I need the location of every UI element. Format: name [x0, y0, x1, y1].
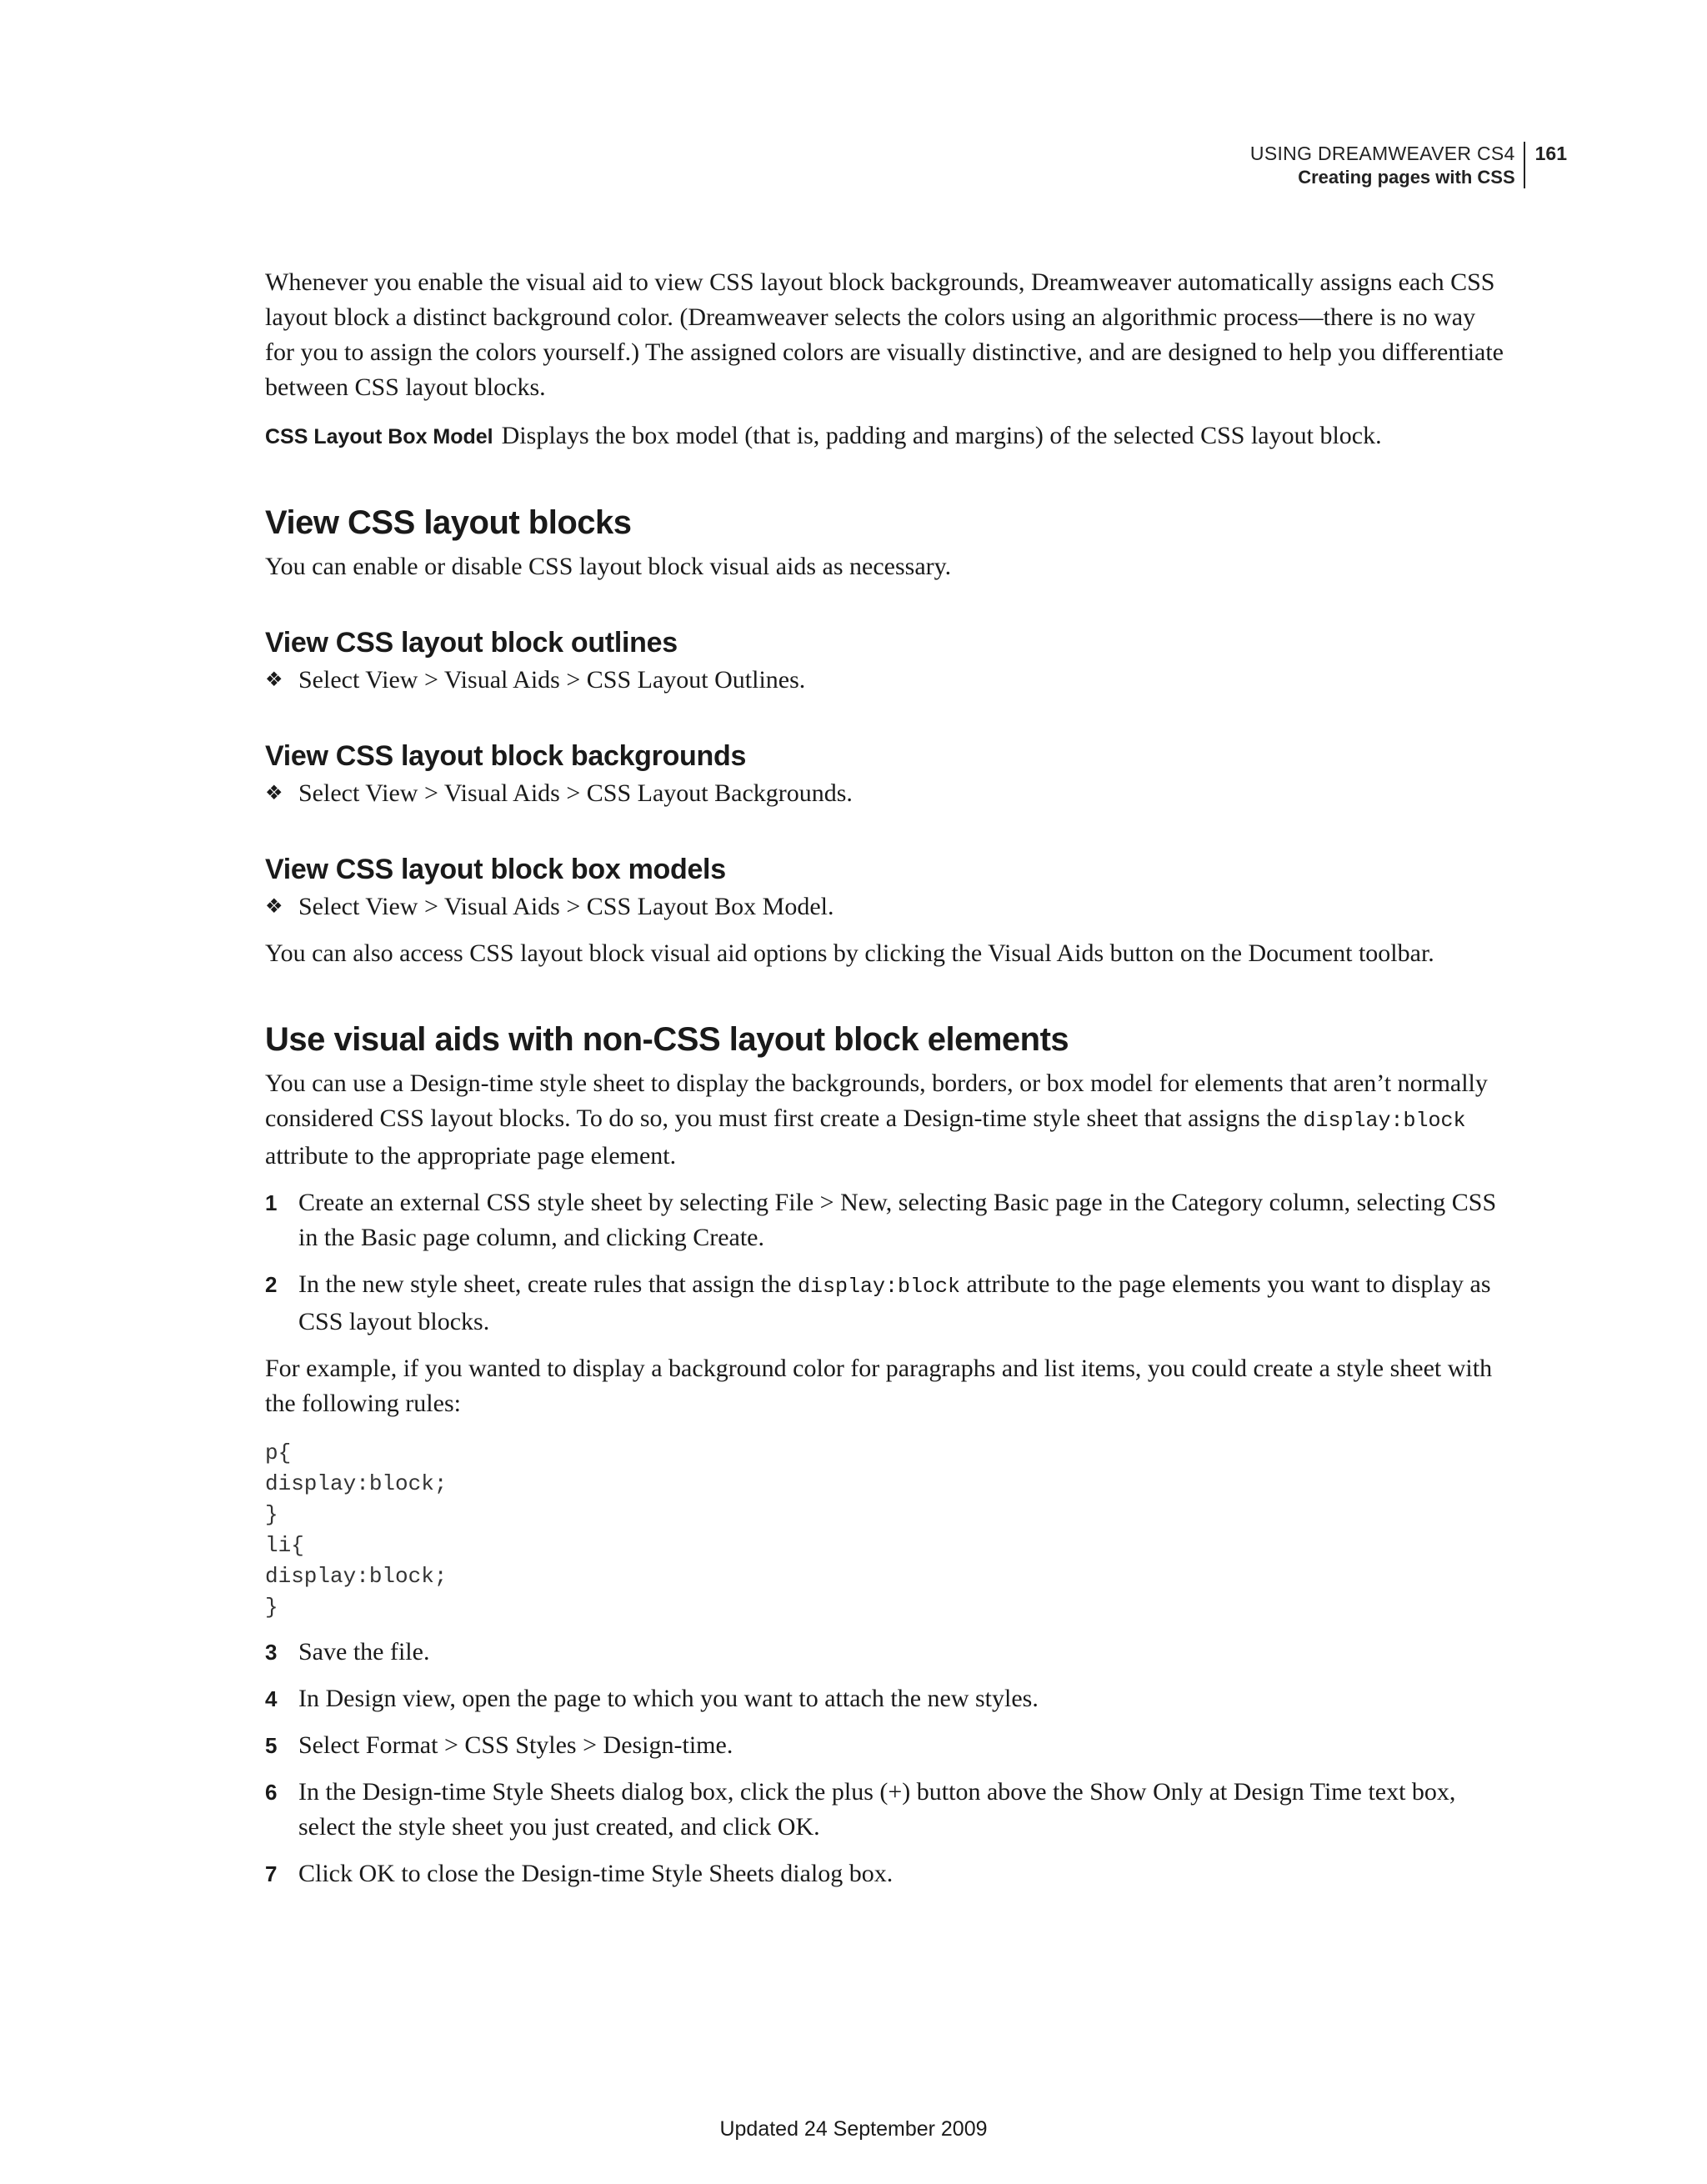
header-text — [1250, 142, 1525, 188]
intro-text-before: You can use a Design-time style sheet to display the backgrounds, borders, or box model for elements that aren’t normally considered CSS layout blocks. To do so, you must first create a Design-time style sheet that assigns the — [265, 1069, 1488, 1132]
step-text-before: In the new style sheet, create rules that assign the — [298, 1270, 798, 1298]
header-title: USING DREAMWEAVER CS4 — [1249, 143, 1515, 164]
example-text: For example, if you wanted to display a background color for paragraphs and list items, you could create a style sheet with the following rules: — [265, 1355, 1493, 1417]
step-text: Save the file. — [298, 1638, 430, 1666]
step-6 — [265, 1775, 1505, 1845]
heading-backgrounds: View CSS layout block backgrounds — [265, 740, 747, 772]
diamond-bullet-icon: ❖ — [265, 669, 283, 691]
step-text: Select Format > CSS Styles > Design-time. — [298, 1731, 733, 1759]
page-content — [265, 265, 1505, 1891]
step-text-after: attribute to the page elements you want to display as CSS layout blocks. — [298, 1270, 1491, 1335]
step-2 — [265, 1267, 1505, 1340]
step-text: In Design view, open the page to which you want to attach the new styles. — [298, 1685, 1039, 1712]
bullet-backgrounds — [265, 776, 1505, 811]
steps-list — [265, 1635, 1505, 1891]
view-intro-text: You can enable or disable CSS layout block visual aids as necessary. — [265, 553, 952, 580]
definition-term: CSS Layout Box Model — [265, 425, 493, 448]
step-text: In the Design-time Style Sheets dialog box, click the plus (+) button above the Show Only at Design Time text box, select the style sheet you just created, and click OK. — [298, 1778, 1456, 1841]
heading-view-css-layout-blocks: View CSS layout blocks — [265, 504, 632, 541]
intro-text-after: attribute to the appropriate page element. — [265, 1142, 677, 1170]
step-number: 7 — [265, 1861, 278, 1886]
definition-box-model — [265, 418, 1505, 454]
step-1 — [265, 1185, 1505, 1255]
bullet-text: Select View > Visual Aids > CSS Layout Outlines. — [298, 666, 806, 694]
step-number: 1 — [265, 1190, 278, 1215]
diamond-bullet-icon: ❖ — [265, 783, 283, 804]
step-4 — [265, 1681, 1505, 1716]
nonblock-intro — [265, 1066, 1505, 1174]
step-text: Click OK to close the Design-time Style Sheets dialog box. — [298, 1860, 894, 1887]
page-number: 161 — [1534, 143, 1567, 164]
inline-code: display:block — [1303, 1109, 1466, 1133]
step-5 — [265, 1728, 1505, 1763]
step-number: 6 — [265, 1780, 278, 1805]
bullet-box-models — [265, 889, 1505, 924]
page-header — [1250, 142, 1567, 188]
bullet-outlines — [265, 663, 1505, 698]
step-number: 2 — [265, 1272, 278, 1297]
heading-box-models: View CSS layout block box models — [265, 854, 726, 885]
bullet-text: Select View > Visual Aids > CSS Layout Backgrounds. — [298, 779, 853, 807]
definition-text: Displays the box model (that is, padding and margins) of the selected CSS layout block. — [501, 422, 1382, 449]
heading-non-css-elements: Use visual aids with non-CSS layout block elements — [265, 1021, 1069, 1058]
step-7 — [265, 1856, 1505, 1891]
code-block: p{ display:block; } li{ display:block; } — [265, 1440, 448, 1620]
step-number: 4 — [265, 1686, 278, 1711]
diamond-bullet-icon: ❖ — [265, 896, 283, 918]
step-3 — [265, 1635, 1505, 1670]
bullet-text: Select View > Visual Aids > CSS Layout Box Model. — [298, 893, 834, 920]
intro-paragraph: Whenever you enable the visual aid to view CSS layout block backgrounds, Dreamweaver automatically assigns each CSS layout block a distinct background color. (Dreamweaver selects the colors using an algorithmic process—there is no way for you to assign the colors yourself.) The assigned colors are visually distinctive, and are designed to help you differentiate between CSS layout blocks. — [265, 268, 1504, 401]
inline-code: display:block — [797, 1275, 961, 1299]
heading-outlines: View CSS layout block outlines — [265, 627, 678, 659]
step-number: 3 — [265, 1640, 278, 1665]
page-footer: Updated 24 September 2009 — [719, 2117, 988, 2141]
step-number: 5 — [265, 1733, 278, 1758]
step-text: Create an external CSS style sheet by selecting File > New, selecting Basic page in the Category column, selecting CSS in the Basic page column, and clicking Create. — [298, 1189, 1497, 1251]
header-subtitle: Creating pages with CSS — [1298, 166, 1515, 188]
visual-aids-note: You can also access CSS layout block visual aid options by clicking the Visual Aids button on the Document toolbar. — [265, 939, 1434, 967]
